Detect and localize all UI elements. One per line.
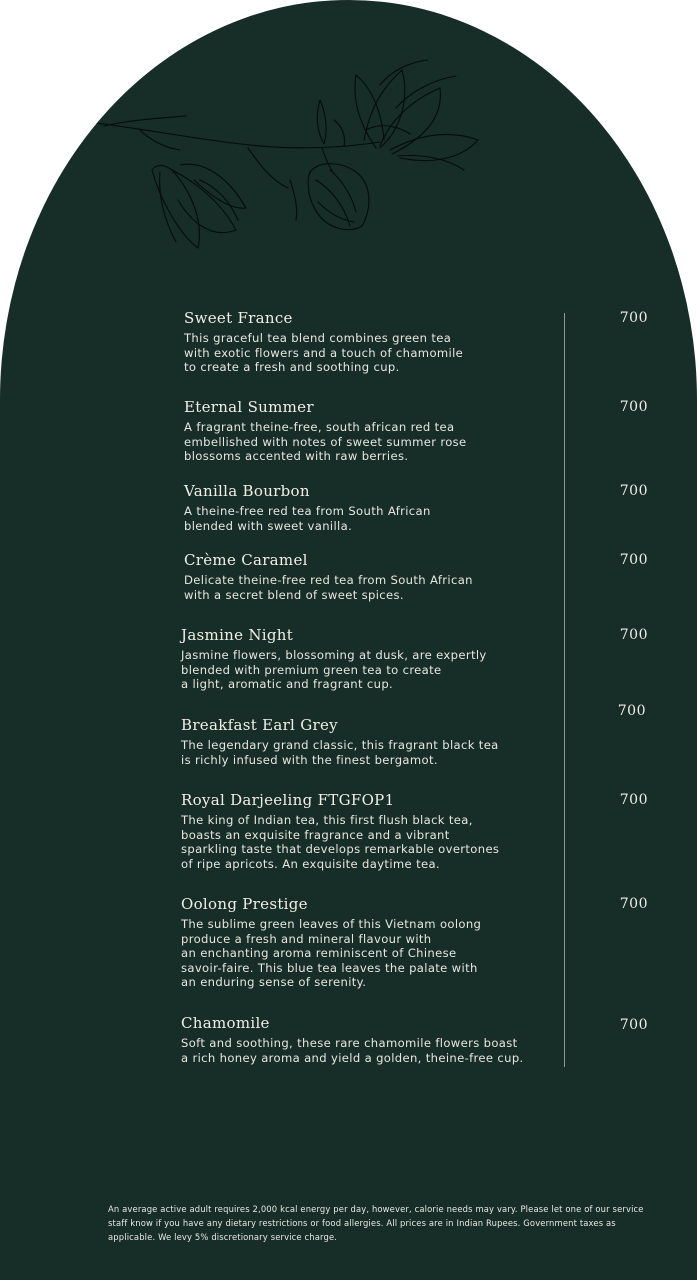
menu-item-description: This graceful tea blend combines green tea with exotic flowers and a touch of chamomile to create a fresh and soothing cup. bbox=[184, 331, 464, 375]
menu-item-name: Jasmine Night bbox=[181, 626, 294, 644]
menu-item bbox=[181, 895, 561, 990]
menu-item-description: Soft and soothing, these rare chamomile flowers boast a rich honey aroma and yield a golden, theine-free cup. bbox=[181, 1036, 524, 1065]
footer-note: An average active adult requires 2,000 kcal energy per day, however, calorie needs may vary. Please let one of our service staff know if you have any dietary restrictions or food allergies. All prices are in Indian Rupees. Government taxes as applicable. We levy 5% discretionary service charge. bbox=[108, 1204, 644, 1242]
menu-item-name: Oolong Prestige bbox=[181, 895, 308, 913]
menu-item bbox=[184, 309, 564, 375]
menu-item-description: The legendary grand classic, this fragrant black tea is richly infused with the finest bergamot. bbox=[181, 738, 499, 767]
menu-item-description: The sublime green leaves of this Vietnam oolong produce a fresh and mineral flavour with an enchanting aroma reminiscent of Chinese savoir-faire. This blue tea leaves the palate with an enduring sense of serenity. bbox=[181, 917, 482, 990]
menu-item-name: Royal Darjeeling FTGFOP1 bbox=[181, 791, 395, 809]
menu-item bbox=[184, 482, 564, 533]
menu-item-description: Delicate theine-free red tea from South African with a secret blend of sweet spices. bbox=[184, 573, 473, 602]
menu-item-name: Chamomile bbox=[181, 1014, 270, 1032]
menu-item-price: 700 bbox=[619, 399, 648, 415]
column-divider bbox=[564, 313, 565, 1067]
menu-item-price: 700 bbox=[619, 310, 648, 326]
menu-item bbox=[181, 1014, 561, 1065]
menu-item bbox=[181, 791, 561, 871]
menu-item-price: 700 bbox=[619, 552, 648, 568]
magnolia-branch-illustration bbox=[80, 30, 500, 260]
menu-item-price: 700 bbox=[617, 703, 646, 719]
menu-item bbox=[184, 551, 564, 602]
menu-item-price: 700 bbox=[619, 896, 648, 912]
menu-item-description: Jasmine flowers, blossoming at dusk, are expertly blended with premium green tea to create a light, aromatic and fragrant cup. bbox=[181, 648, 487, 692]
menu-item bbox=[181, 626, 561, 692]
menu-item-price: 700 bbox=[619, 483, 648, 499]
menu-item-name: Crème Caramel bbox=[184, 551, 308, 569]
menu-item-name: Sweet France bbox=[184, 309, 293, 327]
menu-item-name: Eternal Summer bbox=[184, 398, 314, 416]
menu-item-name: Breakfast Earl Grey bbox=[181, 716, 338, 734]
menu-item-price: 700 bbox=[619, 627, 648, 643]
menu-item bbox=[181, 716, 561, 767]
menu-item-description: A fragrant theine-free, south african red tea embellished with notes of sweet summer rose blossoms accented with raw berries. bbox=[184, 420, 467, 464]
menu-item-price: 700 bbox=[619, 792, 648, 808]
menu-item-name: Vanilla Bourbon bbox=[184, 482, 310, 500]
menu-item-description: The king of Indian tea, this first flush black tea, boasts an exquisite fragrance and a vibrant sparkling taste that develops remarkable overtones of ripe apricots. An exquisite daytime tea. bbox=[181, 813, 500, 871]
menu-item bbox=[184, 398, 564, 464]
menu-item-description: A theine-free red tea from South African blended with sweet vanilla. bbox=[184, 504, 431, 533]
menu-item-price: 700 bbox=[619, 1017, 648, 1033]
